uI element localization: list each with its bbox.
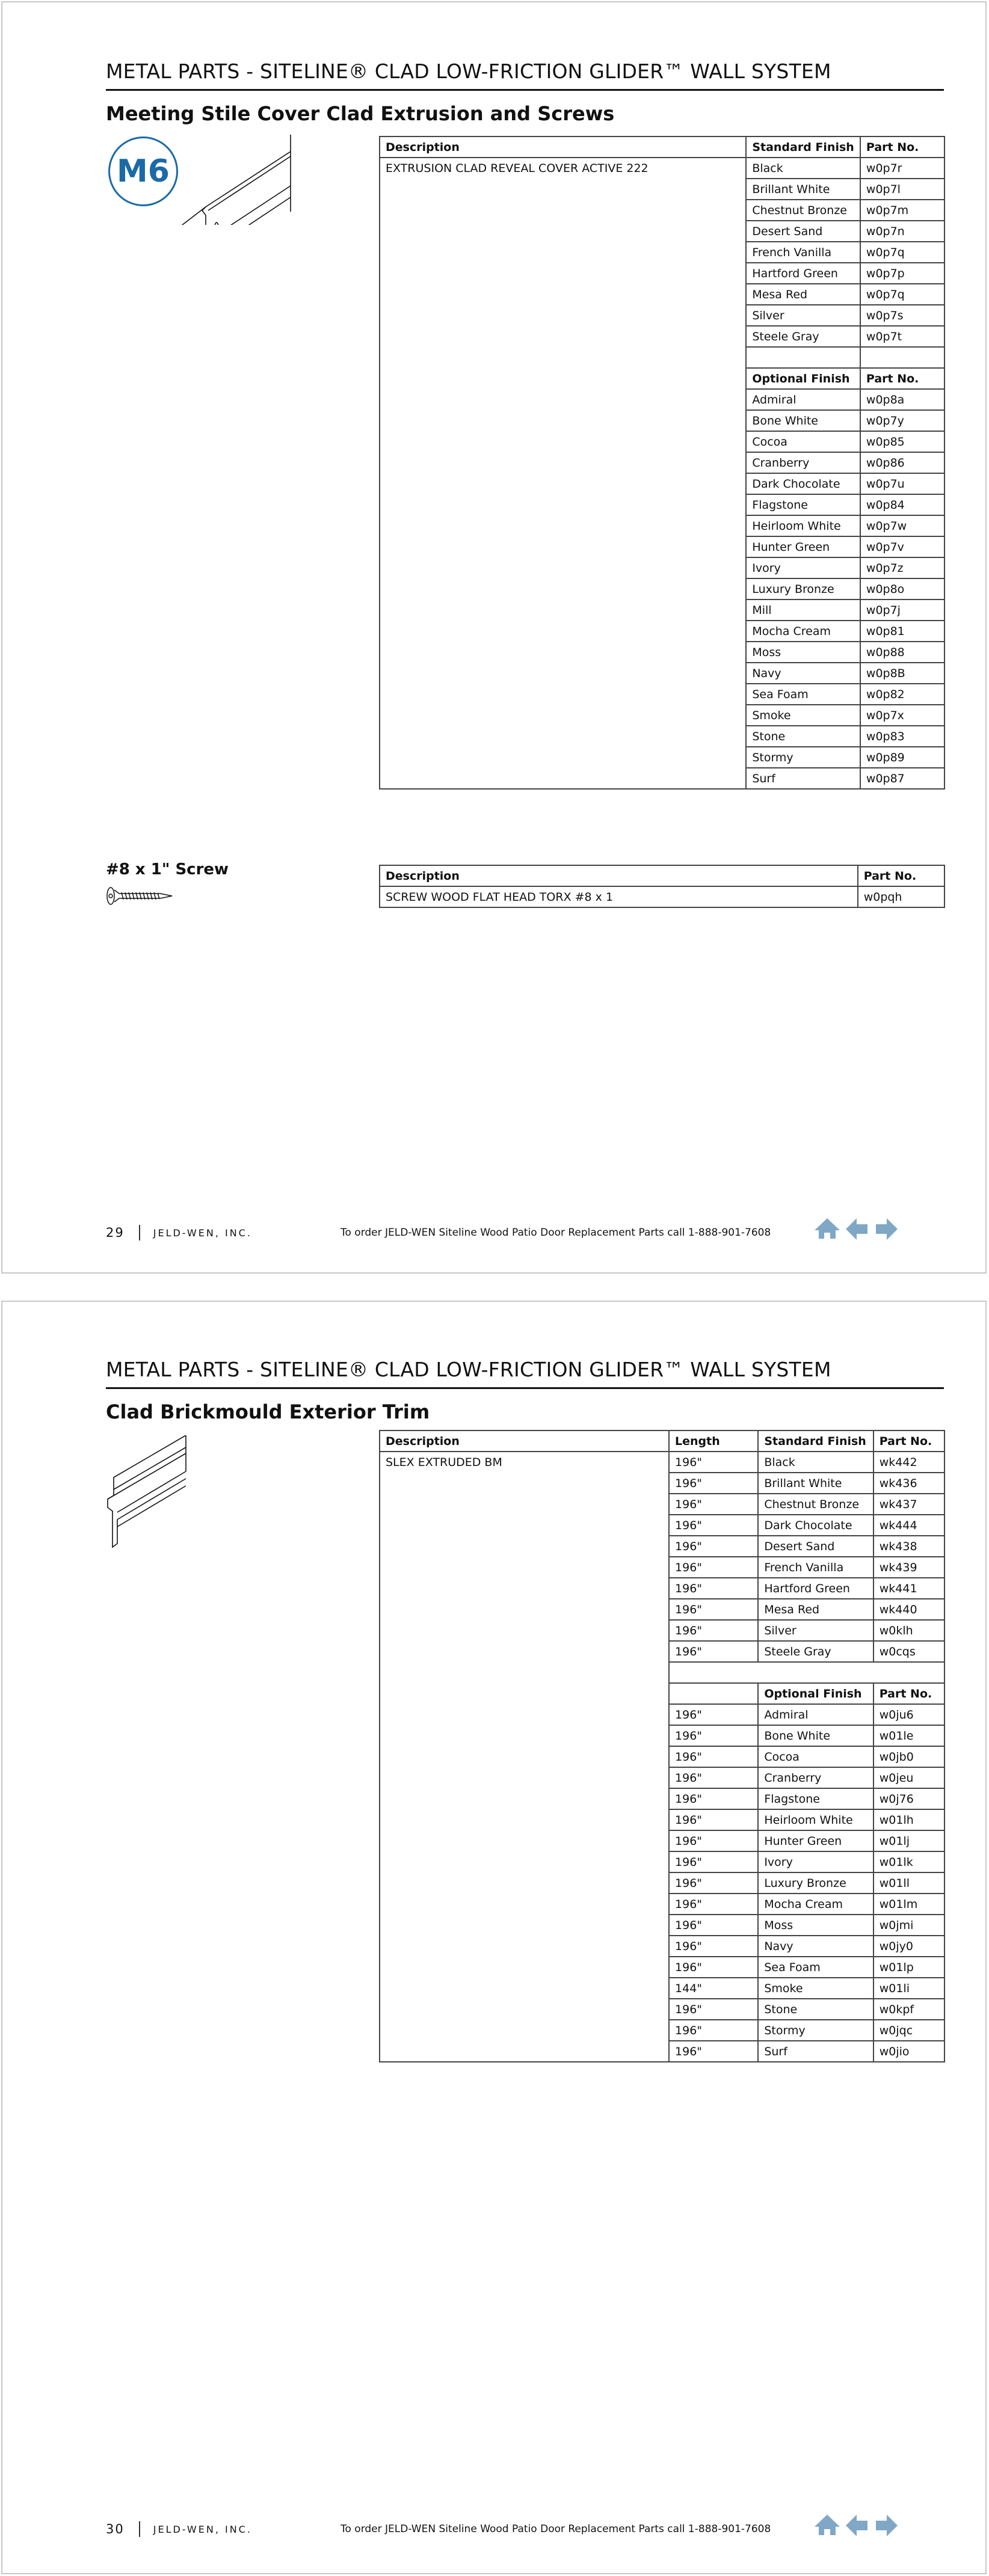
part-number-cell: w0jy0 xyxy=(873,1936,944,1957)
table-row xyxy=(380,158,944,179)
part-number-cell: w0jeu xyxy=(873,1767,944,1788)
length-cell: 196" xyxy=(669,1957,758,1978)
extrusion-illustration xyxy=(153,135,297,225)
finish-cell: Desert Sand xyxy=(758,1536,873,1557)
finish-cell: Brillant White xyxy=(746,179,860,200)
column-header-standard-finish: Standard Finish xyxy=(758,1431,873,1452)
column-header-description: Description xyxy=(380,865,858,886)
page-number: 30 xyxy=(106,2522,125,2536)
finish-cell: Heirloom White xyxy=(746,515,860,536)
part-number-cell: wk437 xyxy=(873,1494,944,1515)
part-number-cell: w0p7l xyxy=(860,179,944,200)
finish-cell: Stone xyxy=(746,726,860,747)
part-number-cell: w0p84 xyxy=(860,494,944,515)
screw-parts-table xyxy=(379,865,945,908)
column-header-part-no: Part No. xyxy=(860,368,944,389)
finish-cell: Chestnut Bronze xyxy=(746,200,860,221)
length-cell: 196" xyxy=(669,1515,758,1536)
part-number-cell: w0p7s xyxy=(860,305,944,326)
catalog-page-29 xyxy=(1,1,987,1274)
finish-cell: Black xyxy=(746,158,860,179)
home-icon[interactable] xyxy=(815,1218,840,1242)
description-cell: SLEX EXTRUDED BM xyxy=(380,1452,669,2062)
footer-divider xyxy=(139,1225,140,1240)
column-header-description: Description xyxy=(380,1431,669,1452)
finish-cell: Surf xyxy=(746,768,860,789)
part-number-cell: w0jb0 xyxy=(873,1746,944,1767)
previous-page-icon[interactable] xyxy=(846,1218,869,1242)
finish-cell: Silver xyxy=(746,305,860,326)
finish-cell: Hunter Green xyxy=(746,536,860,557)
length-cell: 196" xyxy=(669,1536,758,1557)
part-number-cell: w0p7t xyxy=(860,326,944,347)
part-number-cell: w01lj xyxy=(873,1830,944,1851)
length-cell: 196" xyxy=(669,1704,758,1725)
part-number-cell: w01ll xyxy=(873,1872,944,1894)
finish-cell: Moss xyxy=(746,642,860,663)
length-cell: 196" xyxy=(669,1746,758,1767)
header-rule xyxy=(106,89,944,91)
length-cell: 196" xyxy=(669,1578,758,1599)
part-number-cell: w0p7j xyxy=(860,600,944,621)
length-cell: 196" xyxy=(669,1872,758,1894)
extrusion-parts-table xyxy=(379,136,945,790)
part-number-cell: w0jio xyxy=(873,2041,944,2062)
column-header-description: Description xyxy=(380,136,746,158)
finish-cell: Cranberry xyxy=(746,452,860,473)
part-number-cell: w01lh xyxy=(873,1809,944,1830)
part-number-cell: w0p8o xyxy=(860,578,944,600)
part-number-cell: w0cqs xyxy=(873,1641,944,1662)
finish-cell: Admiral xyxy=(746,389,860,410)
company-name: JELD-WEN, INC. xyxy=(153,2523,252,2535)
length-cell: 196" xyxy=(669,1641,758,1662)
finish-cell: Hunter Green xyxy=(758,1830,873,1851)
section-title: Meeting Stile Cover Clad Extrusion and Screws xyxy=(106,102,615,125)
part-number-cell: wk436 xyxy=(873,1473,944,1494)
part-number-cell: wk440 xyxy=(873,1599,944,1620)
brickmould-parts-table xyxy=(379,1430,945,2062)
table-row xyxy=(380,886,944,907)
part-number-cell: w0p88 xyxy=(860,642,944,663)
part-number-cell: w0p7r xyxy=(860,158,944,179)
finish-cell: Mesa Red xyxy=(746,284,860,305)
length-cell: 196" xyxy=(669,1936,758,1957)
column-header-part-no: Part No. xyxy=(860,136,944,158)
finish-cell: French Vanilla xyxy=(746,242,860,263)
part-number-cell: w0p7p xyxy=(860,263,944,284)
part-number-cell: w0p85 xyxy=(860,431,944,452)
part-number-cell: w01li xyxy=(873,1978,944,1999)
page-navigation xyxy=(815,2515,898,2539)
order-info: To order JELD-WEN Siteline Wood Patio Door Replacement Parts call 1-888-901-7608 xyxy=(340,2523,771,2535)
length-cell: 196" xyxy=(669,1894,758,1915)
finish-cell: Luxury Bronze xyxy=(758,1872,873,1894)
table-header-row xyxy=(380,136,944,158)
table-header-row xyxy=(380,1431,944,1452)
finish-cell: Bone White xyxy=(758,1725,873,1746)
page-navigation xyxy=(815,1218,898,1242)
length-cell: 196" xyxy=(669,1999,758,2020)
section-title: Clad Brickmould Exterior Trim xyxy=(106,1400,430,1423)
part-number-cell: w0p8B xyxy=(860,663,944,684)
finish-cell: Mocha Cream xyxy=(758,1894,873,1915)
finish-cell: Dark Chocolate xyxy=(746,473,860,494)
finish-cell: Brillant White xyxy=(758,1473,873,1494)
page-header-title: METAL PARTS - SITELINE® CLAD LOW-FRICTION GLIDER™ WALL SYSTEM xyxy=(106,1358,831,1381)
previous-page-icon[interactable] xyxy=(846,2515,869,2539)
part-number-cell: w0p7x xyxy=(860,705,944,726)
part-number-cell: w0p7q xyxy=(860,284,944,305)
finish-cell: Steele Gray xyxy=(746,326,860,347)
finish-cell: Cocoa xyxy=(758,1746,873,1767)
column-header-part-no: Part No. xyxy=(873,1683,944,1704)
header-rule xyxy=(106,1387,944,1389)
empty-cell xyxy=(669,1662,944,1683)
finish-cell: Bone White xyxy=(746,410,860,431)
part-number-cell: w01le xyxy=(873,1725,944,1746)
finish-cell: Steele Gray xyxy=(758,1641,873,1662)
finish-cell: Stone xyxy=(758,1999,873,2020)
finish-cell: Flagstone xyxy=(758,1788,873,1809)
home-icon[interactable] xyxy=(815,2515,840,2539)
part-number-cell: w01lp xyxy=(873,1957,944,1978)
finish-cell: Stormy xyxy=(746,747,860,768)
part-number-cell: w0p83 xyxy=(860,726,944,747)
finish-cell: Flagstone xyxy=(746,494,860,515)
finish-cell: Mocha Cream xyxy=(746,621,860,642)
finish-cell: Hartford Green xyxy=(746,263,860,284)
page-number: 29 xyxy=(106,1225,125,1240)
empty-cell xyxy=(746,347,860,368)
part-number-cell: w0p81 xyxy=(860,621,944,642)
length-cell: 196" xyxy=(669,1599,758,1620)
finish-cell: Smoke xyxy=(758,1978,873,1999)
finish-cell: Black xyxy=(758,1452,873,1473)
part-number-cell: w0ju6 xyxy=(873,1704,944,1725)
length-cell: 196" xyxy=(669,1788,758,1809)
column-header-optional-finish: Optional Finish xyxy=(746,368,860,389)
finish-cell: Stormy xyxy=(758,2020,873,2041)
part-number-cell: w0p8a xyxy=(860,389,944,410)
column-header-optional-finish: Optional Finish xyxy=(758,1683,873,1704)
length-cell: 196" xyxy=(669,1809,758,1830)
finish-cell: Ivory xyxy=(758,1851,873,1872)
part-number-cell: w0klh xyxy=(873,1620,944,1641)
page-header-title: METAL PARTS - SITELINE® CLAD LOW-FRICTION GLIDER™ WALL SYSTEM xyxy=(106,60,831,83)
finish-cell: Heirloom White xyxy=(758,1809,873,1830)
finish-cell: Navy xyxy=(758,1936,873,1957)
empty-cell xyxy=(669,1683,758,1704)
column-header-part-no: Part No. xyxy=(873,1431,944,1452)
length-cell: 196" xyxy=(669,1767,758,1788)
finish-cell: Moss xyxy=(758,1915,873,1936)
length-cell: 196" xyxy=(669,1473,758,1494)
description-cell: SCREW WOOD FLAT HEAD TORX #8 x 1 xyxy=(380,886,858,907)
part-number-cell: w0p86 xyxy=(860,452,944,473)
length-cell: 196" xyxy=(669,2041,758,2062)
finish-cell: Sea Foam xyxy=(758,1957,873,1978)
length-cell: 196" xyxy=(669,1557,758,1578)
finish-cell: Mill xyxy=(746,600,860,621)
finish-cell: French Vanilla xyxy=(758,1557,873,1578)
screw-title: #8 x 1" Screw xyxy=(106,860,229,879)
part-number-cell: w0p7v xyxy=(860,536,944,557)
part-number-cell: w0p7u xyxy=(860,473,944,494)
finish-cell: Navy xyxy=(746,663,860,684)
finish-cell: Luxury Bronze xyxy=(746,578,860,600)
part-number-cell: w0p7z xyxy=(860,557,944,578)
finish-cell: Sea Foam xyxy=(746,684,860,705)
finish-cell: Admiral xyxy=(758,1704,873,1725)
length-cell: 196" xyxy=(669,1915,758,1936)
length-cell: 196" xyxy=(669,1725,758,1746)
part-number-cell: w0p7n xyxy=(860,221,944,242)
length-cell: 196" xyxy=(669,1452,758,1473)
finish-cell: Cranberry xyxy=(758,1767,873,1788)
part-number-cell: wk442 xyxy=(873,1452,944,1473)
finish-cell: Mesa Red xyxy=(758,1599,873,1620)
length-cell: 196" xyxy=(669,1830,758,1851)
finish-cell: Cocoa xyxy=(746,431,860,452)
column-header-length: Length xyxy=(669,1431,758,1452)
finish-cell: Ivory xyxy=(746,557,860,578)
table-header-row xyxy=(380,865,944,886)
part-number-cell: wk441 xyxy=(873,1578,944,1599)
finish-cell: Hartford Green xyxy=(758,1578,873,1599)
part-number-cell: w0p87 xyxy=(860,768,944,789)
company-name: JELD-WEN, INC. xyxy=(153,1227,252,1239)
length-cell: 196" xyxy=(669,1851,758,1872)
part-number-cell: wk439 xyxy=(873,1557,944,1578)
finish-cell: Desert Sand xyxy=(746,221,860,242)
page-footer xyxy=(106,1225,252,1240)
part-number-cell: w0p82 xyxy=(860,684,944,705)
part-number-cell: w01lk xyxy=(873,1851,944,1872)
part-number-cell: w0p89 xyxy=(860,747,944,768)
part-number-cell: w0jmi xyxy=(873,1915,944,1936)
description-cell: EXTRUSION CLAD REVEAL COVER ACTIVE 222 xyxy=(380,158,746,789)
table-row xyxy=(380,1452,944,1473)
part-number-cell: w01lm xyxy=(873,1894,944,1915)
column-header-part-no: Part No. xyxy=(858,865,944,886)
brickmould-illustration xyxy=(102,1435,192,1550)
column-header-standard-finish: Standard Finish xyxy=(746,136,860,158)
part-number-cell: w0p7w xyxy=(860,515,944,536)
part-number-cell: w0kpf xyxy=(873,1999,944,2020)
finish-cell: Smoke xyxy=(746,705,860,726)
length-cell: 144" xyxy=(669,1978,758,1999)
finish-cell: Chestnut Bronze xyxy=(758,1494,873,1515)
part-number-cell: w0j76 xyxy=(873,1788,944,1809)
part-number-cell: w0p7m xyxy=(860,200,944,221)
length-cell: 196" xyxy=(669,2020,758,2041)
screw-illustration xyxy=(106,885,176,909)
part-number-cell: w0p7q xyxy=(860,242,944,263)
part-number-cell: w0pqh xyxy=(858,886,944,907)
length-cell: 196" xyxy=(669,1620,758,1641)
part-number-cell: w0p7y xyxy=(860,410,944,431)
footer-divider xyxy=(139,2521,140,2537)
order-info: To order JELD-WEN Siteline Wood Patio Door Replacement Parts call 1-888-901-7608 xyxy=(340,1227,771,1239)
page-footer xyxy=(106,2521,252,2537)
part-number-cell: wk438 xyxy=(873,1536,944,1557)
finish-cell: Surf xyxy=(758,2041,873,2062)
part-number-cell: wk444 xyxy=(873,1515,944,1536)
empty-cell xyxy=(860,347,944,368)
next-page-icon[interactable] xyxy=(875,2515,898,2539)
finish-cell: Dark Chocolate xyxy=(758,1515,873,1536)
finish-cell: Silver xyxy=(758,1620,873,1641)
part-badge: M6 xyxy=(108,136,178,206)
next-page-icon[interactable] xyxy=(875,1218,898,1242)
catalog-page-30 xyxy=(1,1301,987,2574)
part-number-cell: w0jqc xyxy=(873,2020,944,2041)
length-cell: 196" xyxy=(669,1494,758,1515)
